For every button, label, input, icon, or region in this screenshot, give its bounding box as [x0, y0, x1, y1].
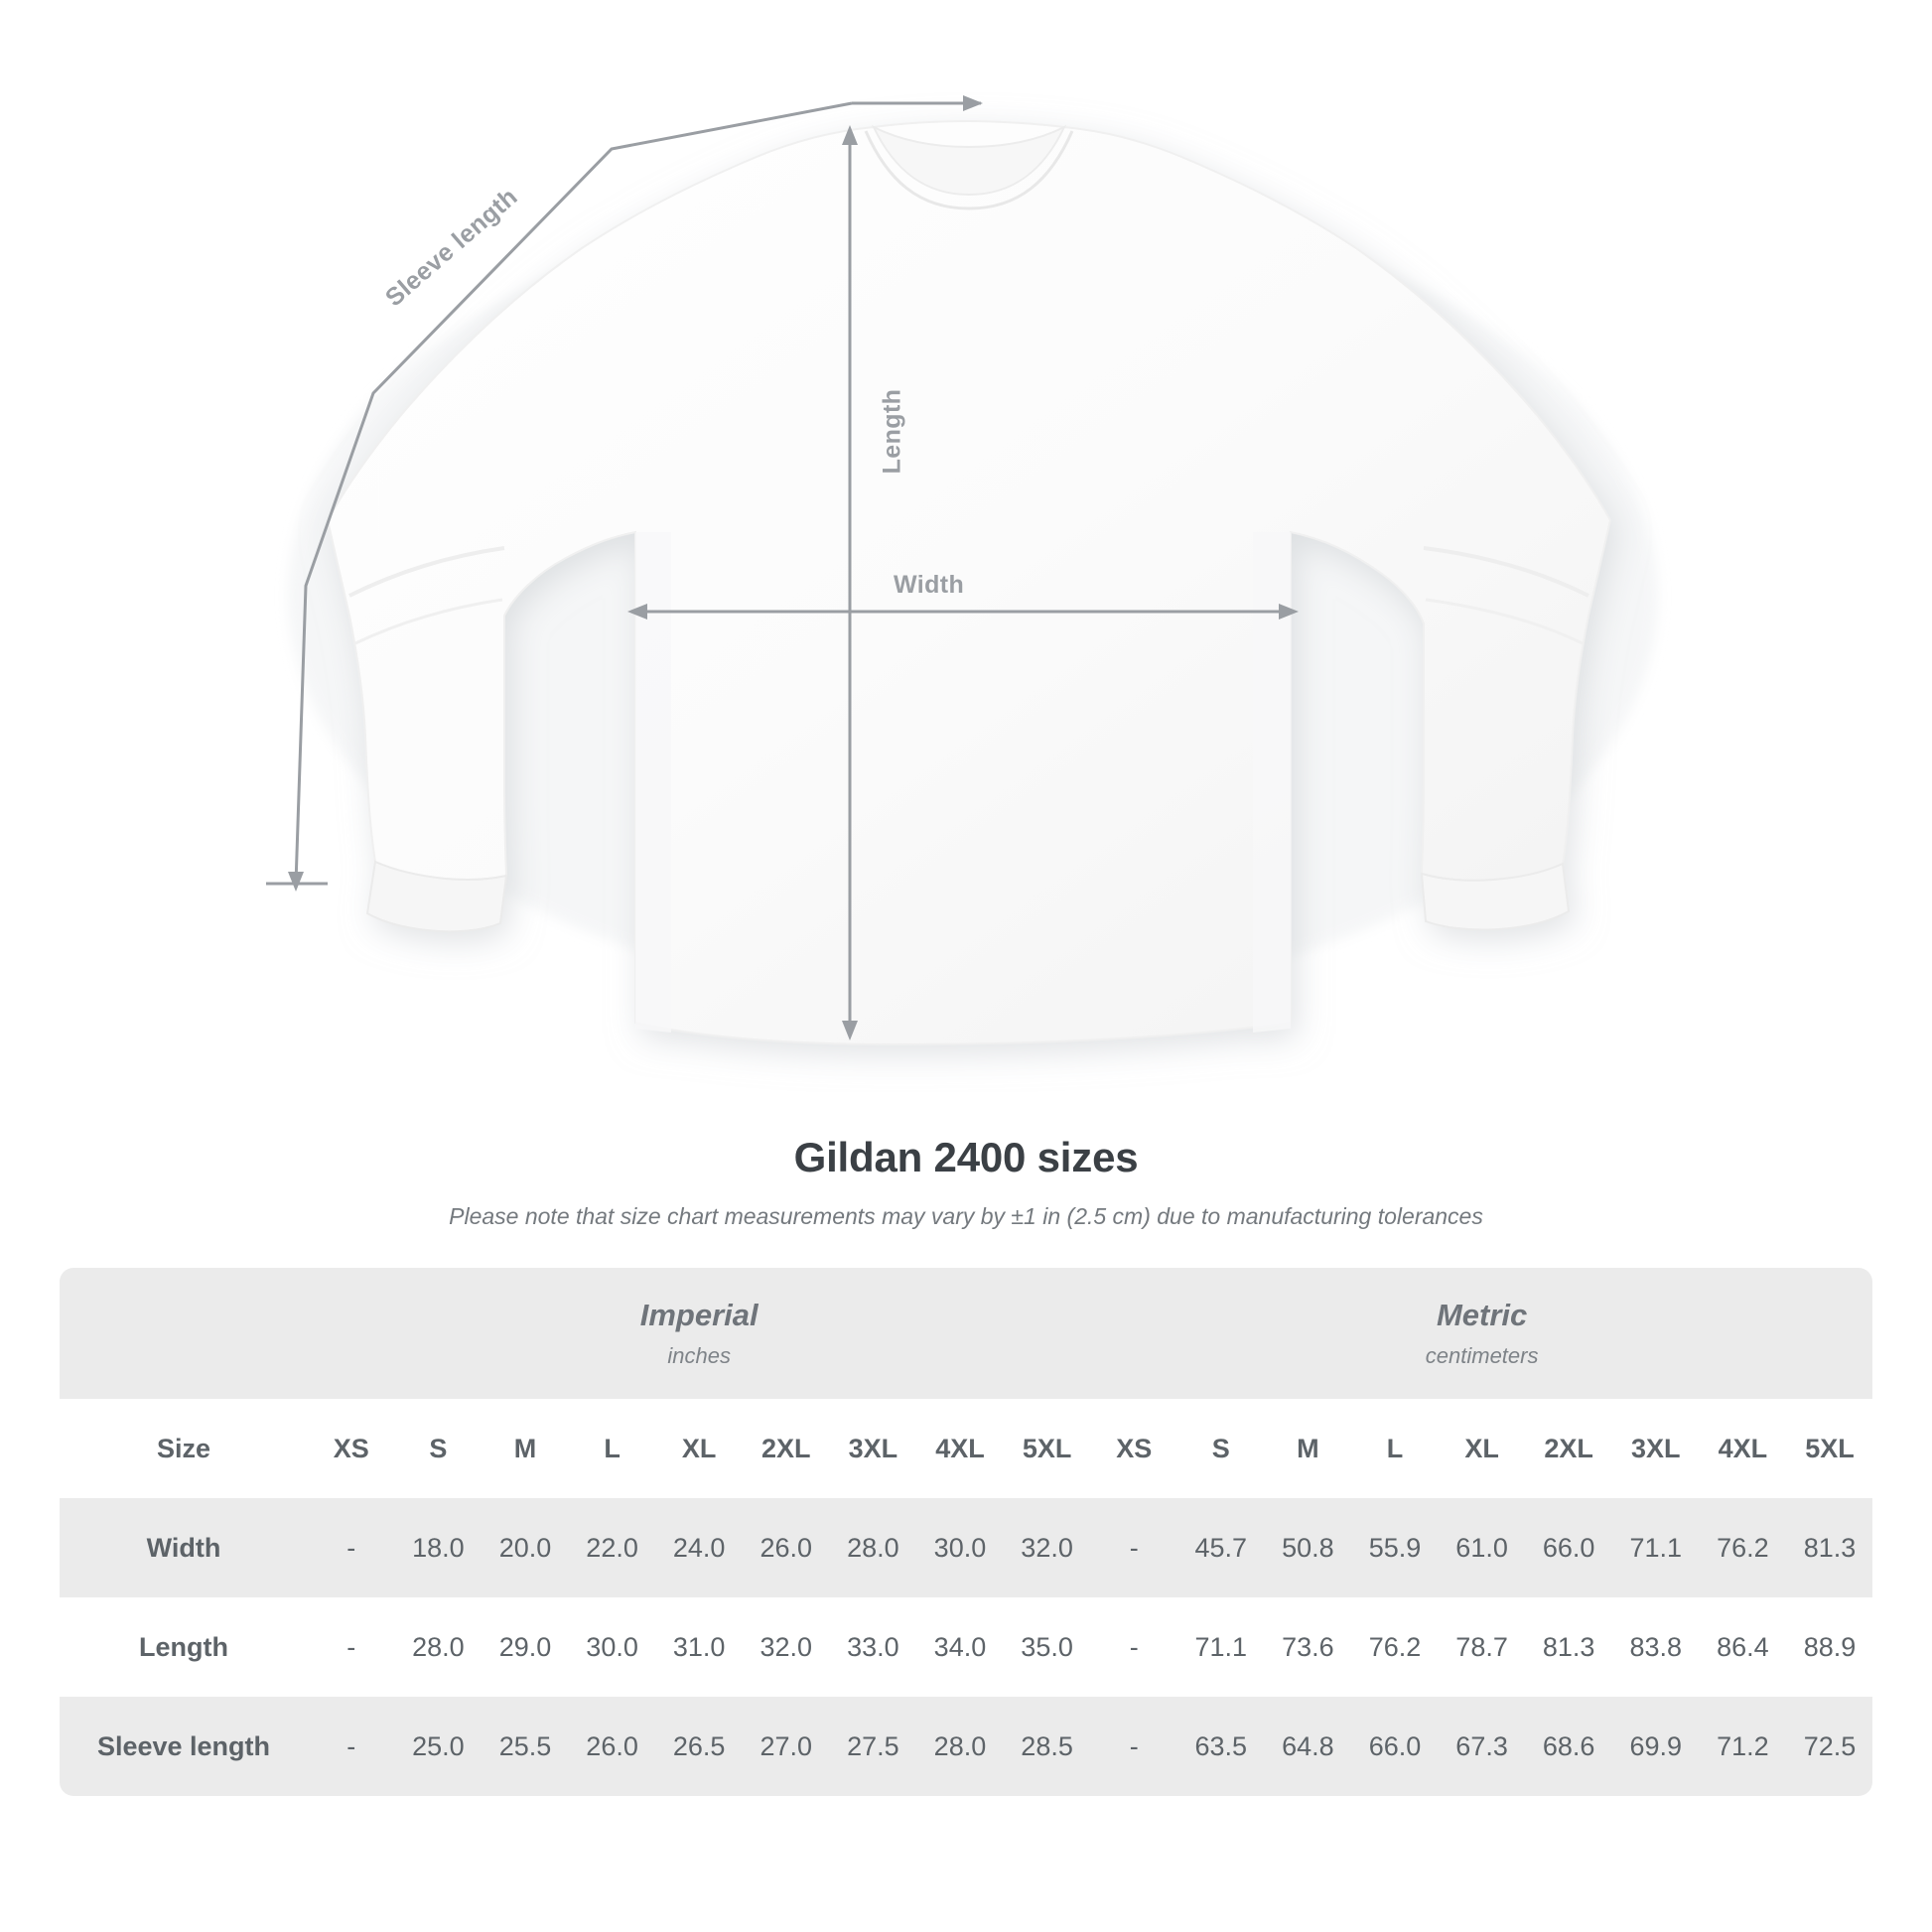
cell-length-imperial-l: 30.0	[569, 1597, 656, 1697]
size-header-imperial-4xl: 4XL	[916, 1399, 1004, 1498]
unit-sub-imperial: inches	[667, 1343, 731, 1368]
cell-sleeve-imperial-2xl: 27.0	[743, 1697, 830, 1796]
unit-sub-metric: centimeters	[1425, 1343, 1539, 1368]
size-header-metric-s: S	[1177, 1399, 1265, 1498]
unit-header-metric	[1090, 1268, 1872, 1399]
size-header-metric-xl: XL	[1439, 1399, 1526, 1498]
tolerance-note: Please note that size chart measurements may vary by ±1 in (2.5 cm) due to manufacturing tolerances	[449, 1203, 1483, 1229]
size-header-imperial-l: L	[569, 1399, 656, 1498]
size-header-imperial-xs: XS	[308, 1399, 395, 1498]
sleeve-length-dimension-label: Sleeve length	[379, 182, 523, 313]
size-header-metric-xs: XS	[1090, 1399, 1177, 1498]
cell-length-metric-m: 73.6	[1265, 1597, 1352, 1697]
cell-length-metric-xl: 78.7	[1439, 1597, 1526, 1697]
cell-width-imperial-m: 20.0	[482, 1498, 569, 1597]
cell-width-imperial-4xl: 30.0	[916, 1498, 1004, 1597]
size-header-imperial-xl: XL	[655, 1399, 743, 1498]
cell-sleeve-imperial-xs: -	[308, 1697, 395, 1796]
cell-length-imperial-xl: 31.0	[655, 1597, 743, 1697]
cell-sleeve-metric-m: 64.8	[1265, 1697, 1352, 1796]
cell-width-metric-s: 45.7	[1177, 1498, 1265, 1597]
cell-length-metric-xs: -	[1090, 1597, 1177, 1697]
size-header-metric-3xl: 3XL	[1612, 1399, 1700, 1498]
cell-sleeve-metric-4xl: 71.2	[1700, 1697, 1787, 1796]
cell-width-metric-2xl: 66.0	[1525, 1498, 1612, 1597]
cell-length-metric-3xl: 83.8	[1612, 1597, 1700, 1697]
cell-length-metric-4xl: 86.4	[1700, 1597, 1787, 1697]
table-row	[60, 1697, 1872, 1796]
cell-sleeve-metric-5xl: 72.5	[1786, 1697, 1872, 1796]
size-header-metric-5xl: 5XL	[1786, 1399, 1872, 1498]
cell-length-imperial-m: 29.0	[482, 1597, 569, 1697]
size-header-metric-4xl: 4XL	[1700, 1399, 1787, 1498]
row-label-width: Width	[60, 1498, 308, 1597]
cell-length-imperial-2xl: 32.0	[743, 1597, 830, 1697]
size-header-imperial-3xl: 3XL	[830, 1399, 917, 1498]
unit-header-imperial	[308, 1268, 1090, 1399]
unit-name-metric: Metric	[1436, 1298, 1528, 1332]
cell-sleeve-imperial-3xl: 27.5	[830, 1697, 917, 1796]
size-header-imperial-s: S	[395, 1399, 483, 1498]
size-header-imperial-5xl: 5XL	[1004, 1399, 1091, 1498]
cell-width-imperial-l: 22.0	[569, 1498, 656, 1597]
cell-length-metric-5xl: 88.9	[1786, 1597, 1872, 1697]
width-dimension-label: Width	[894, 571, 965, 599]
cell-sleeve-metric-s: 63.5	[1177, 1697, 1265, 1796]
cell-length-metric-s: 71.1	[1177, 1597, 1265, 1697]
cell-width-imperial-2xl: 26.0	[743, 1498, 830, 1597]
cell-width-metric-5xl: 81.3	[1786, 1498, 1872, 1597]
cell-width-imperial-3xl: 28.0	[830, 1498, 917, 1597]
size-header-metric-m: M	[1265, 1399, 1352, 1498]
cell-width-metric-3xl: 71.1	[1612, 1498, 1700, 1597]
size-header-metric-l: L	[1351, 1399, 1439, 1498]
length-dimension-label: Length	[878, 388, 906, 475]
unit-header-spacer	[60, 1268, 308, 1399]
size-chart-table-wrapper	[60, 1268, 1872, 1796]
cell-width-imperial-5xl: 32.0	[1004, 1498, 1091, 1597]
cell-sleeve-imperial-m: 25.5	[482, 1697, 569, 1796]
size-header-metric-2xl: 2XL	[1525, 1399, 1612, 1498]
page-title: Gildan 2400 sizes	[793, 1134, 1139, 1180]
cell-width-imperial-xs: -	[308, 1498, 395, 1597]
cell-sleeve-metric-2xl: 68.6	[1525, 1697, 1612, 1796]
cell-width-metric-4xl: 76.2	[1700, 1498, 1787, 1597]
table-row	[60, 1597, 1872, 1697]
size-header-imperial-m: M	[482, 1399, 569, 1498]
cell-length-metric-l: 76.2	[1351, 1597, 1439, 1697]
cell-width-imperial-xl: 24.0	[655, 1498, 743, 1597]
cell-length-imperial-s: 28.0	[395, 1597, 483, 1697]
row-label-length: Length	[60, 1597, 308, 1697]
cell-length-imperial-3xl: 33.0	[830, 1597, 917, 1697]
unit-header-row	[60, 1268, 1872, 1399]
cell-sleeve-imperial-5xl: 28.5	[1004, 1697, 1091, 1796]
title-block	[0, 1134, 1932, 1230]
cell-width-metric-l: 55.9	[1351, 1498, 1439, 1597]
size-header-imperial-2xl: 2XL	[743, 1399, 830, 1498]
cell-length-imperial-4xl: 34.0	[916, 1597, 1004, 1697]
cell-sleeve-metric-xs: -	[1090, 1697, 1177, 1796]
cell-width-metric-xs: -	[1090, 1498, 1177, 1597]
cell-sleeve-imperial-s: 25.0	[395, 1697, 483, 1796]
cell-length-imperial-5xl: 35.0	[1004, 1597, 1091, 1697]
cell-width-metric-m: 50.8	[1265, 1498, 1352, 1597]
row-label-sleeve-length: Sleeve length	[60, 1697, 308, 1796]
unit-name-imperial: Imperial	[639, 1298, 759, 1332]
cell-sleeve-imperial-xl: 26.5	[655, 1697, 743, 1796]
cell-sleeve-imperial-4xl: 28.0	[916, 1697, 1004, 1796]
cell-width-metric-xl: 61.0	[1439, 1498, 1526, 1597]
cell-length-metric-2xl: 81.3	[1525, 1597, 1612, 1697]
size-header-label: Size	[60, 1399, 308, 1498]
cell-sleeve-metric-l: 66.0	[1351, 1697, 1439, 1796]
cell-sleeve-metric-xl: 67.3	[1439, 1697, 1526, 1796]
cell-sleeve-imperial-l: 26.0	[569, 1697, 656, 1796]
size-chart-table	[60, 1268, 1872, 1796]
table-row	[60, 1498, 1872, 1597]
cell-sleeve-metric-3xl: 69.9	[1612, 1697, 1700, 1796]
size-header-row	[60, 1399, 1872, 1498]
cell-width-imperial-s: 18.0	[395, 1498, 483, 1597]
cell-length-imperial-xs: -	[308, 1597, 395, 1697]
